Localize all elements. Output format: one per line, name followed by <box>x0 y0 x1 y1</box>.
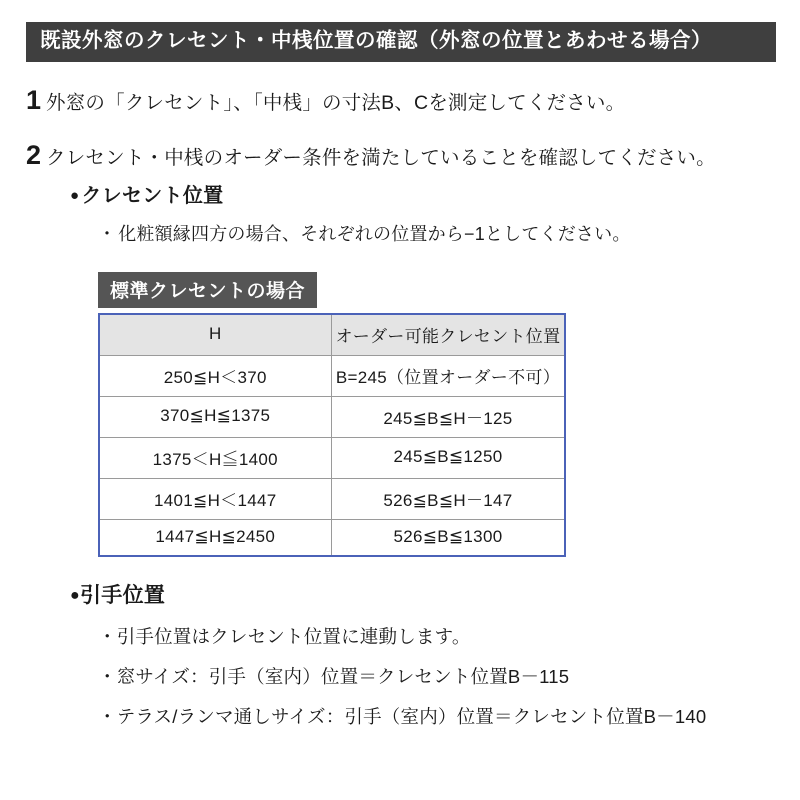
table-cell: 370≦H≦1375 <box>99 396 331 437</box>
table-row <box>99 437 565 478</box>
table-row <box>99 519 565 556</box>
handle-position-label: 引手位置 <box>79 583 166 607</box>
table-cell: 526≦B≦1300 <box>331 519 565 556</box>
bullet-tick-icon: ・ <box>98 223 117 244</box>
handle-position-line: ・テラス/ランマ通しサイズ：引手（室内）位置＝クレセント位置B－140 <box>98 705 707 727</box>
standard-crescent-table <box>98 313 566 557</box>
table-row <box>99 478 565 519</box>
table-cell: 245≦B≦1250 <box>331 437 565 478</box>
step-2 <box>26 141 780 168</box>
step-2-number: 2 <box>26 139 42 170</box>
crescent-position-note <box>98 220 780 246</box>
step-1 <box>26 86 780 113</box>
table-cell: 1401≦H＜1447 <box>99 478 331 519</box>
bullet-dot-icon: ● <box>70 586 80 604</box>
step-1-number: 1 <box>26 84 42 115</box>
table-cell: 245≦B≦H－125 <box>331 396 565 437</box>
table-header-row <box>99 314 565 356</box>
table-caption: 標準クレセントの場合 <box>98 272 317 308</box>
table-row <box>99 355 565 396</box>
table-cell: 526≦B≦H－147 <box>331 478 565 519</box>
table-cell: 1447≦H≦2450 <box>99 519 331 556</box>
standard-crescent-table-block <box>98 272 780 557</box>
crescent-position-heading <box>70 179 780 208</box>
handle-position-line: ・引手位置はクレセント位置に連動します。 <box>98 625 471 647</box>
table-cell: 1375＜H≦1400 <box>99 437 331 478</box>
handle-position-line: ・窓サイズ：引手（室内）位置＝クレセント位置B－115 <box>98 665 570 687</box>
crescent-position-label: クレセント位置 <box>81 184 224 207</box>
page-title: 既設外窓のクレセント・中桟位置の確認（外窓の位置とあわせる場合） <box>26 22 776 62</box>
step-1-text: 外窓の「クレセント」、「中桟」の寸法B、Cを測定してください。 <box>46 91 626 114</box>
table-cell: 250≦H＜370 <box>99 355 331 396</box>
handle-position-heading <box>70 579 780 609</box>
crescent-position-note-text: 化粧額縁四方の場合、それぞれの位置から−1としてください。 <box>118 223 631 244</box>
table-row <box>99 396 565 437</box>
table-cell: B=245（位置オーダー不可） <box>331 355 565 396</box>
handle-position-section <box>20 579 780 729</box>
table-header-cell: H <box>99 314 331 356</box>
table-header-cell: オーダー可能クレセント位置 <box>331 314 565 356</box>
step-2-text: クレセント・中桟のオーダー条件を満たしていることを確認してください。 <box>46 146 716 169</box>
bullet-dot-icon: ● <box>70 186 80 204</box>
